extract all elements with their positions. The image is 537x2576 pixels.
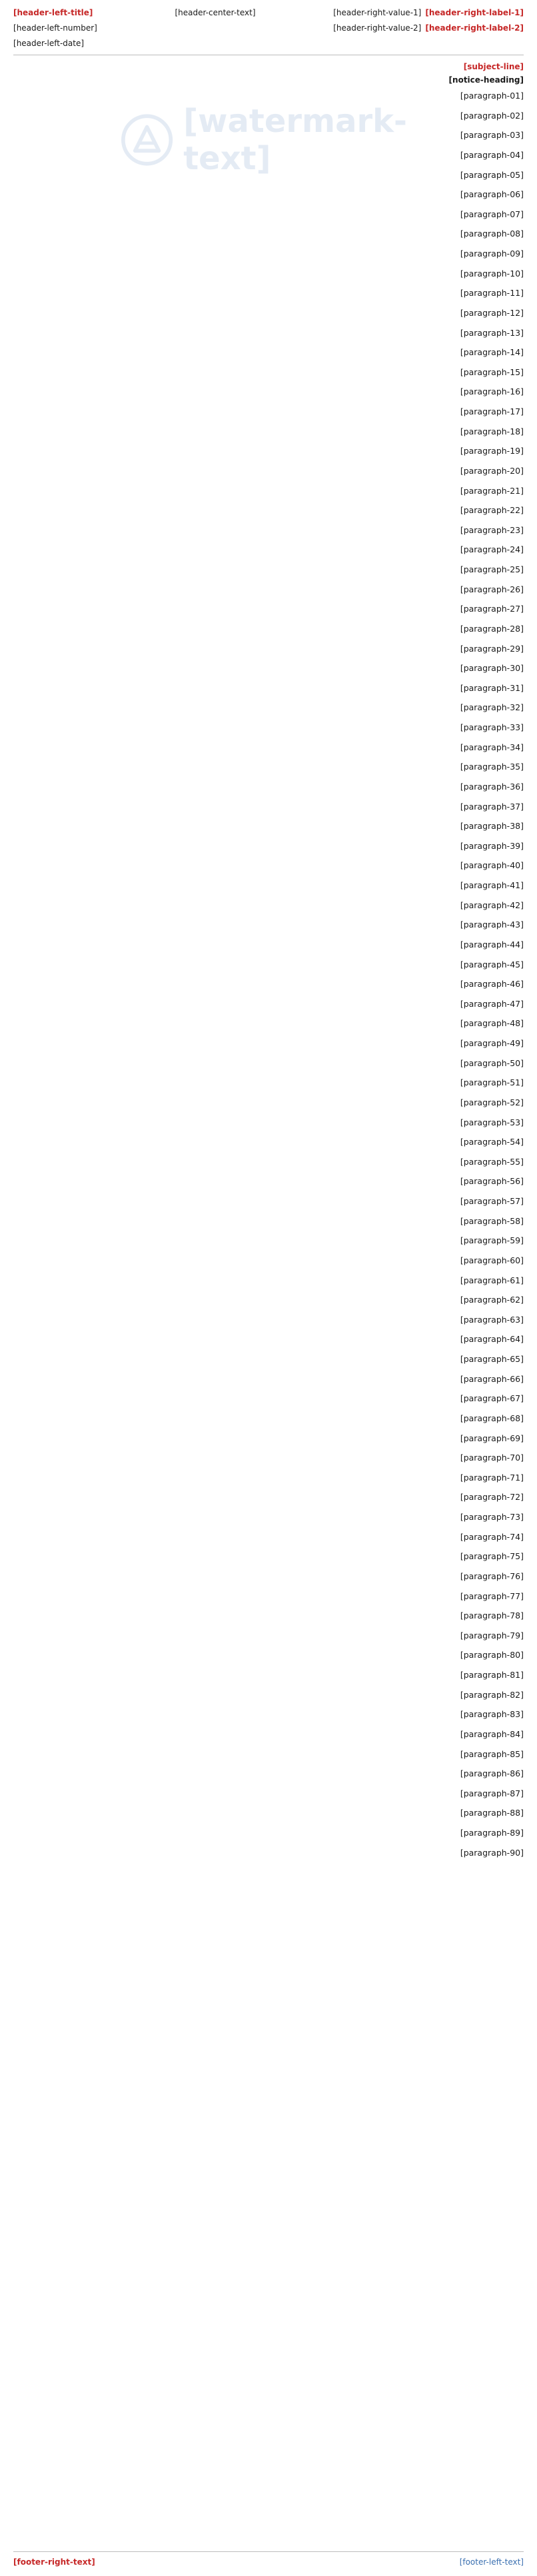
body-paragraph: [paragraph-06] [460, 189, 524, 200]
body-paragraph: [paragraph-49] [460, 1038, 524, 1048]
body-paragraph: [paragraph-27] [460, 604, 524, 614]
body-paragraph: [paragraph-16] [460, 386, 524, 397]
body-paragraph: [paragraph-35] [460, 762, 524, 772]
body-paragraph: [paragraph-89] [460, 1828, 524, 1838]
body-paragraph: [paragraph-69] [460, 1433, 524, 1443]
header-left-title: [header-left-title] [13, 8, 93, 17]
header-right-label-2: [header-right-label-2] [425, 23, 524, 33]
footer-left-text: [footer-left-text] [459, 2557, 524, 2567]
body-paragraph: [paragraph-78] [460, 1610, 524, 1621]
body-paragraph: [paragraph-44] [460, 939, 524, 950]
header-right-line-2 [333, 22, 524, 34]
header-left-number: [header-left-number] [13, 23, 97, 33]
body-paragraph: [paragraph-01] [460, 91, 524, 101]
body-paragraph: [paragraph-07] [460, 209, 524, 219]
body-paragraph: [paragraph-52] [460, 1097, 524, 1107]
body-paragraph: [paragraph-38] [460, 821, 524, 832]
body-paragraph: [paragraph-55] [460, 1156, 524, 1167]
body-paragraph: [paragraph-34] [460, 742, 524, 752]
body-paragraph: [paragraph-22] [460, 505, 524, 516]
body-paragraph: [paragraph-41] [460, 880, 524, 890]
body-paragraph: [paragraph-71] [460, 1472, 524, 1483]
body-paragraph: [paragraph-43] [460, 920, 524, 930]
body-paragraph: [paragraph-20] [460, 465, 524, 476]
body-paragraph: [paragraph-80] [460, 1650, 524, 1660]
body-paragraph: [paragraph-72] [460, 1492, 524, 1503]
body-paragraph: [paragraph-76] [460, 1571, 524, 1581]
body-paragraph: [paragraph-59] [460, 1235, 524, 1246]
body-paragraph: [paragraph-13] [460, 327, 524, 338]
body-paragraph: [paragraph-25] [460, 564, 524, 574]
watermark-text: [watermark-text] [183, 103, 407, 177]
body-paragraph: [paragraph-26] [460, 584, 524, 594]
body-paragraph: [paragraph-17] [460, 406, 524, 416]
header-right-value-1: [header-right-value-1] [333, 8, 422, 17]
body-paragraph: [paragraph-12] [460, 307, 524, 318]
body-paragraph: [paragraph-54] [460, 1137, 524, 1147]
body-paragraph: [paragraph-24] [460, 544, 524, 555]
body-paragraph: [paragraph-45] [460, 959, 524, 969]
body-paragraph: [paragraph-81] [460, 1670, 524, 1680]
body-paragraph: [paragraph-02] [460, 110, 524, 121]
body-paragraph: [paragraph-23] [460, 524, 524, 535]
body-paragraph: [paragraph-84] [460, 1728, 524, 1739]
body-paragraph: [paragraph-88] [460, 1808, 524, 1818]
body-paragraph: [paragraph-68] [460, 1413, 524, 1423]
body-paragraph: [paragraph-31] [460, 682, 524, 693]
body-paragraph: [paragraph-65] [460, 1354, 524, 1364]
body-paragraph: [paragraph-50] [460, 1057, 524, 1068]
body-paragraph: [paragraph-19] [460, 446, 524, 456]
body-paragraph: [paragraph-39] [460, 840, 524, 851]
header-center-text: [header-center-text] [175, 8, 256, 17]
body-paragraph: [paragraph-64] [460, 1334, 524, 1345]
notice-heading: [notice-heading] [448, 75, 524, 85]
body-paragraph: [paragraph-53] [460, 1117, 524, 1127]
body-paragraph: [paragraph-66] [460, 1373, 524, 1384]
body-paragraph: [paragraph-87] [460, 1788, 524, 1798]
header-right-block [333, 7, 524, 34]
body-paragraph: [paragraph-18] [460, 426, 524, 436]
body-paragraph: [paragraph-42] [460, 900, 524, 910]
body-paragraph: [paragraph-47] [460, 998, 524, 1009]
document-header [13, 7, 524, 55]
document-footer [13, 2551, 524, 2567]
body-paragraph: [paragraph-79] [460, 1630, 524, 1640]
body-paragraph: [paragraph-83] [460, 1709, 524, 1720]
body-paragraph: [paragraph-63] [460, 1314, 524, 1325]
body-paragraph: [paragraph-57] [460, 1196, 524, 1206]
body-paragraph: [paragraph-85] [460, 1748, 524, 1759]
body-paragraph: [paragraph-33] [460, 722, 524, 732]
header-right-line-1 [333, 7, 524, 19]
body-paragraph: [paragraph-70] [460, 1453, 524, 1463]
body-paragraph: [paragraph-14] [460, 347, 524, 358]
body-paragraph: [paragraph-08] [460, 229, 524, 239]
body-paragraph: [paragraph-21] [460, 485, 524, 496]
body-paragraph: [paragraph-60] [460, 1255, 524, 1265]
body-paragraph: [paragraph-04] [460, 149, 524, 160]
header-right-value-2: [header-right-value-2] [333, 23, 422, 33]
body-paragraph: [paragraph-46] [460, 979, 524, 989]
body-paragraph: [paragraph-74] [460, 1531, 524, 1542]
body-paragraph: [paragraph-15] [460, 366, 524, 377]
body-paragraph: [paragraph-62] [460, 1295, 524, 1305]
body-paragraph: [paragraph-36] [460, 781, 524, 792]
body-paragraph: [paragraph-11] [460, 288, 524, 299]
body-paragraph: [paragraph-03] [460, 130, 524, 141]
body-paragraph: [paragraph-40] [460, 860, 524, 871]
body-paragraph: [paragraph-67] [460, 1393, 524, 1404]
body-paragraph: [paragraph-10] [460, 268, 524, 279]
body-paragraph: [paragraph-09] [460, 249, 524, 259]
body-paragraph: [paragraph-48] [460, 1018, 524, 1029]
body-paragraph: [paragraph-05] [460, 169, 524, 180]
body-paragraph: [paragraph-86] [460, 1768, 524, 1779]
body-paragraph: [paragraph-90] [460, 1847, 524, 1858]
body-paragraph: [paragraph-61] [460, 1275, 524, 1285]
header-left-date: [header-left-date] [13, 39, 85, 48]
header-right-label-1: [header-right-label-1] [425, 8, 524, 17]
body-paragraph: [paragraph-30] [460, 663, 524, 674]
body-paragraph: [paragraph-56] [460, 1176, 524, 1187]
body-paragraph: [paragraph-51] [460, 1077, 524, 1088]
body-paragraph: [paragraph-37] [460, 801, 524, 812]
body-paragraph: [paragraph-75] [460, 1551, 524, 1562]
body-paragraph: [paragraph-58] [460, 1215, 524, 1226]
header-left-block [13, 7, 97, 49]
footer-right-text: [footer-right-text] [13, 2557, 95, 2567]
body-paragraph: [paragraph-73] [460, 1512, 524, 1522]
subject-line: [subject-line] [463, 62, 524, 71]
body-paragraph: [paragraph-82] [460, 1689, 524, 1700]
body-paragraph: [paragraph-29] [460, 643, 524, 654]
body-paragraph: [paragraph-32] [460, 702, 524, 713]
body-paragraph: [paragraph-77] [460, 1591, 524, 1601]
body-paragraph: [paragraph-28] [460, 623, 524, 634]
notice-body [13, 87, 524, 2545]
